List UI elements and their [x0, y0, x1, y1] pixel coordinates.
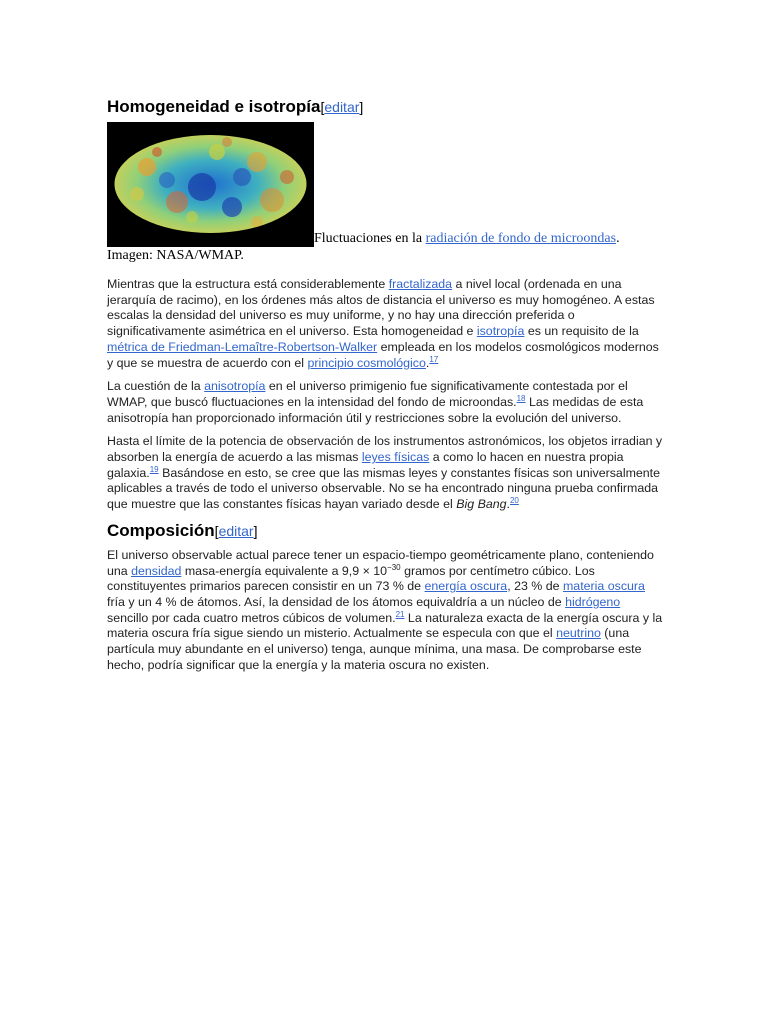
edit-section-link[interactable]: editar	[324, 99, 360, 115]
edit-bracket-close: ]	[359, 99, 364, 115]
text: (una partícula muy abundante en el universo) tenga, aunque mínima, una masa. De comprobarse este hecho, podría significar que la energía y la materia oscura no existen.	[107, 626, 642, 672]
reference-17	[429, 355, 438, 364]
isotropia-link[interactable]: isotropía	[476, 324, 525, 339]
text: fría y un 4 % de átomos. Así, la densidad de los átomos equivaldría a un núcleo de	[107, 594, 566, 609]
reference-link-19[interactable]: 19	[149, 464, 159, 474]
text: sencillo por cada cuatro metros cúbicos de volumen.	[107, 610, 396, 625]
section-title: Homogeneidad e isotropía	[107, 97, 321, 116]
fractalizada-link[interactable]: fractalizada	[388, 277, 453, 291]
edit-section-link-wrapper	[215, 523, 258, 539]
figure-credit: Imagen: NASA/WMAP.	[107, 248, 244, 263]
edit-section-link[interactable]: editar	[218, 522, 254, 539]
energia-oscura-link[interactable]: energía oscura	[424, 579, 508, 594]
hidrogeno-link[interactable]: hidrógeno	[565, 594, 621, 609]
flrw-metric-link[interactable]: métrica de Friedman-Lemaître-Robertson-Walker	[107, 339, 378, 354]
text: gramos por centímetro cúbico. Los constituyentes primarios parecen consistir en un 73 % de	[107, 563, 595, 594]
text: empleada en los modelos cosmológicos modernos y que se muestra de acuerdo con el	[107, 339, 659, 370]
text: .	[506, 497, 510, 512]
section-title: Composición	[107, 520, 215, 540]
reference-link-21[interactable]: 21	[395, 609, 405, 619]
reference-link-18[interactable]: 18	[516, 393, 526, 403]
text: Basándose en esto, se cree que las mismas leyes y constantes físicas son universalmente aplicables a través de todo el universo observable. No se ha encontrado ninguna prueba confirmada que muestre que las constantes físicas hayan variado desde el	[107, 465, 661, 512]
text: Las medidas de esta anisotropía han proporcionado información útil y restricciones sobre la evolución del universo.	[107, 394, 644, 425]
edit-bracket-close: ]	[253, 522, 258, 539]
section-heading-composicion	[107, 520, 663, 542]
text: , 23 % de	[507, 579, 563, 594]
edit-bracket-open: [	[214, 522, 219, 539]
figure-caption-suffix: .	[616, 231, 620, 246]
big-bang-term: Big Bang	[456, 497, 507, 512]
principio-cosmologico-link[interactable]: principio cosmológico	[307, 355, 426, 370]
anisotropia-link[interactable]: anisotropía	[204, 379, 266, 394]
edit-section-link-wrapper	[320, 99, 363, 115]
article-body	[107, 96, 663, 673]
text: La cuestión de la	[107, 379, 205, 394]
reference-link-17[interactable]: 17	[429, 354, 439, 364]
text: La naturaleza exacta de la energía oscura y la materia oscura fría sigue siendo un misterio. Actualmente se especula con que el	[107, 610, 663, 641]
cmb-radiation-link[interactable]: radiación de fondo de microondas	[425, 231, 617, 246]
paragraph-homogeneity	[107, 277, 663, 371]
materia-oscura-link[interactable]: materia oscura	[562, 579, 645, 594]
text: El universo observable actual parece tener un espacio-tiempo geométricamente plano, conteniendo una	[107, 547, 654, 578]
text: masa-energía equivalente a 9,9 × 10	[181, 563, 388, 578]
cmb-figure	[107, 122, 663, 264]
reference-18	[517, 394, 526, 403]
paragraph-composition	[107, 548, 663, 674]
cmb-map-graphic	[107, 122, 314, 247]
text: a como lo hacen en nuestra propia galaxia.	[107, 450, 624, 480]
text: a nivel local (ordenada en una jerarquía de racimo), en los órdenes más altos de distancia el universo es muy homogéneo. A estas escalas la densidad del universo es muy uniforme, y no hay una dirección preferida o significativamente asimétrica en el universo. Esta homogeneidad e	[107, 277, 655, 339]
text: .	[425, 355, 430, 370]
section-heading-homogeneidad	[107, 96, 663, 118]
edit-bracket-open: [	[320, 99, 325, 115]
leyes-fisicas-link[interactable]: leyes físicas	[361, 450, 430, 465]
text: en el universo primigenio fue significativamente contestada por el WMAP, que buscó fluctuaciones en la intensidad del fondo de microondas.	[107, 379, 628, 409]
figure-caption-prefix: Fluctuaciones en la	[314, 231, 426, 246]
cmb-map-image[interactable]	[107, 122, 314, 247]
exponent: −30	[387, 562, 401, 572]
paragraph-physical-laws	[107, 434, 663, 513]
text: Hasta el límite de la potencia de observación de los instrumentos astronómicos, los objetos irradian y absorben la energía de acuerdo a las mismas	[107, 434, 663, 465]
reference-19	[150, 465, 159, 474]
reference-20	[510, 496, 519, 505]
text: es un requisito de la	[524, 324, 639, 339]
reference-link-20[interactable]: 20	[509, 496, 519, 506]
neutrino-link[interactable]: neutrino	[556, 626, 601, 641]
densidad-link[interactable]: densidad	[131, 563, 182, 578]
paragraph-anisotropy	[107, 379, 663, 426]
text: Mientras que la estructura está considerablemente	[107, 277, 389, 291]
